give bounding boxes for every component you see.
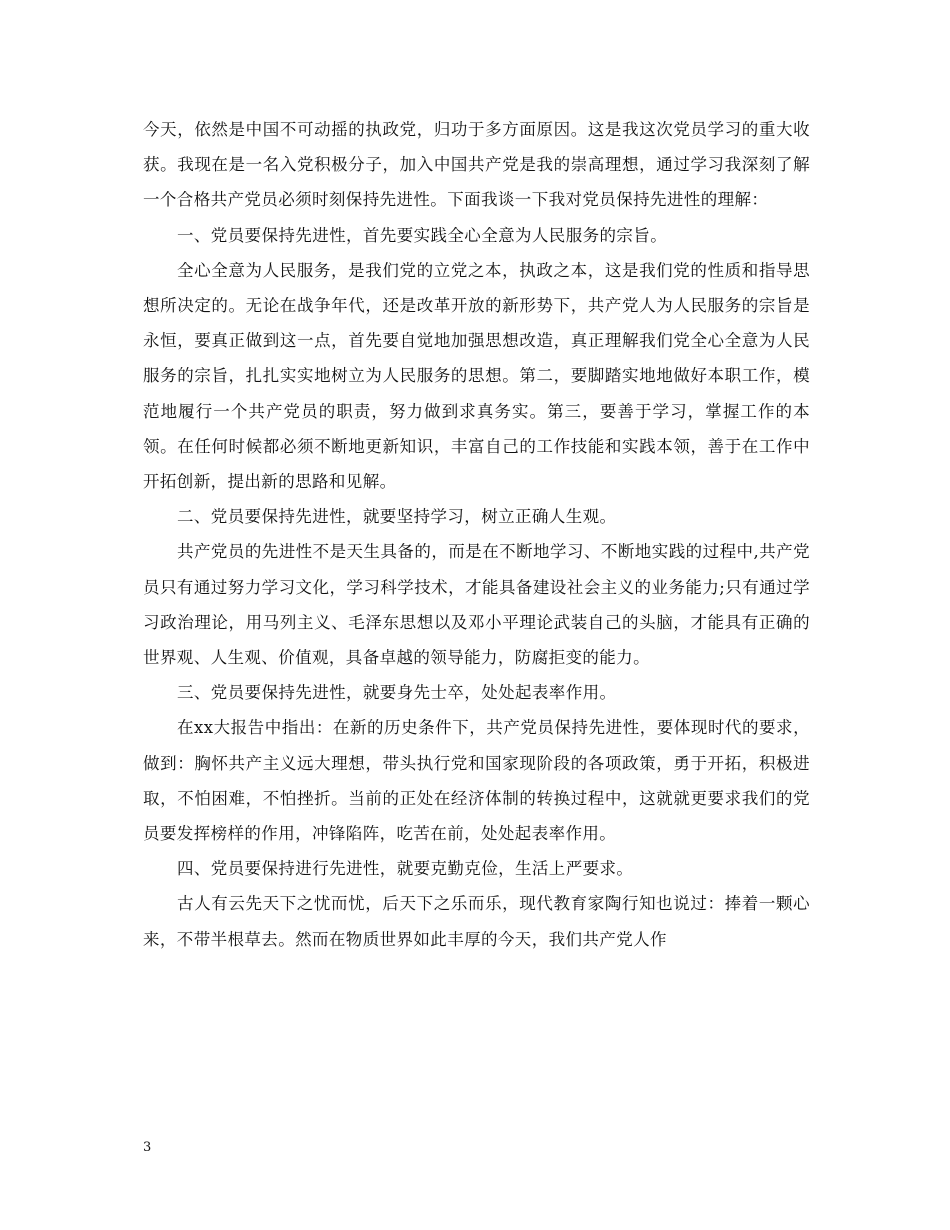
- section-heading: 四、党员要保持进行先进性，就要克勤克俭，生活上严要求。: [177, 859, 634, 879]
- body-paragraph: 全心全意为人民服务，是我们党的立党之本，执政之本，这是我们党的性质和指导思想所决定的。无论在战争年代，还是改革开放的新形势下，共产党人为人民服务的宗旨是永恒，要真正做到这一点，首先要自觉地加强思想改造，真正理解我们党全心全意为人民服务的宗旨，扎扎实实地树立为人民服务的思想。第二，要脚踏实地地做好本职工作，模范地履行一个共产党员的职责，努力做到求真务实。第三，要善于学习，掌握工作的本领。在任何时候都必须不断地更新知识，丰富自己的工作技能和实践本领，善于在工作中开拓创新，提出新的思路和见解。: [143, 260, 810, 492]
- body-paragraph: 今天，依然是中国不可动摇的执政党，归功于多方面原因。这是我这次党员学习的重大收获。我现在是一名入党积极分子，加入中国共产党是我的崇高理想，通过学习我深刻了解一个合格共产党员必须时刻保持先进性。下面我谈一下我对党员保持先进性的理解：: [143, 120, 810, 210]
- body-paragraph: 在xx大报告中指出：在新的历史条件下，共产党员保持先进性，要体现时代的要求，做到：胸怀共产主义远大理想，带头执行党和国家现阶段的各项政策，勇于开拓，积极进取，不怕困难，不怕挫折。当前的正处在经济体制的转换过程中，这就就更要求我们的党员要发挥榜样的作用，冲锋陷阵，吃苦在前，处处起表率作用。: [143, 718, 810, 844]
- page-number: 3: [143, 1140, 152, 1155]
- document-body: [143, 112, 810, 957]
- section-heading: 二、党员要保持先进性，就要坚持学习，树立正确人生观。: [177, 507, 617, 527]
- section-heading: 一、党员要保持先进性，首先要实践全心全意为人民服务的宗旨。: [177, 225, 668, 245]
- body-paragraph: 古人有云先天下之忧而忧，后天下之乐而乐，现代教育家陶行知也说过：捧着一颗心来，不带半根草去。然而在物质世界如此丰厚的今天，我们共产党人作: [143, 894, 810, 949]
- body-paragraph: 共产党员的先进性不是天生具备的，而是在不断地学习、不断地实践的过程中,共产党员只有通过努力学习文化，学习科学技术，才能具备建设社会主义的业务能力;只有通过学习政治理论，用马列主义、毛泽东思想以及邓小平理论武装自己的头脑，才能具有正确的世界观、人生观、价值观，具备卓越的领导能力，防腐拒变的能力。: [143, 542, 810, 668]
- section-heading: 三、党员要保持先进性，就要身先士卒，处处起表率作用。: [177, 683, 617, 703]
